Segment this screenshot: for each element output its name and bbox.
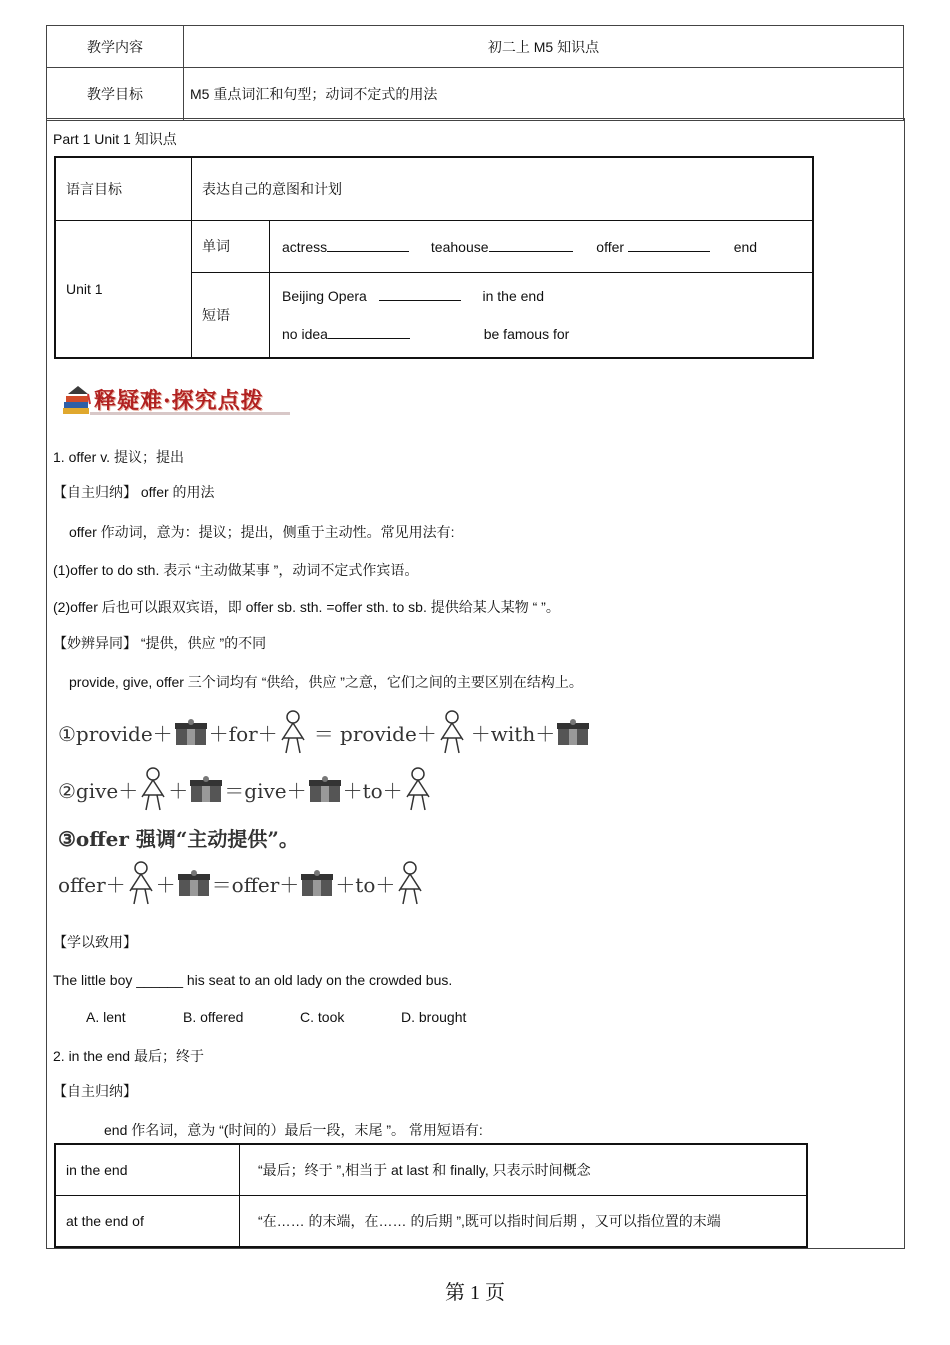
formula-text: ①provide＋ bbox=[58, 721, 173, 746]
phrase-item: Beijing Opera bbox=[282, 287, 367, 304]
gift-box-icon bbox=[299, 868, 335, 898]
formula-give bbox=[58, 766, 433, 812]
formula-text: offer＋ bbox=[58, 872, 126, 897]
section1-heading: 1. offer v. 提议；提出 bbox=[53, 449, 184, 465]
formula-text: ＋with＋ bbox=[470, 721, 556, 746]
unit-table bbox=[54, 156, 814, 359]
option-d: D. brought bbox=[401, 1009, 467, 1025]
table-row bbox=[55, 1196, 807, 1248]
section1-tag-compare: 【妙辨异同】 “提供，供应 ”的不同 bbox=[53, 635, 267, 651]
blank-line bbox=[628, 237, 710, 252]
formula-offer bbox=[58, 860, 425, 906]
person-icon bbox=[403, 767, 433, 811]
explain-banner bbox=[60, 380, 290, 420]
words-label: 单词 bbox=[192, 220, 270, 272]
gift-box-icon bbox=[555, 717, 591, 747]
meaning-cell: “在…… 的末端，在…… 的后期 ”,既可以指时间后期 ，又可以指位置的末端 bbox=[240, 1196, 808, 1248]
blank-line bbox=[379, 286, 461, 301]
gift-box-icon bbox=[188, 774, 224, 804]
blank-line bbox=[489, 237, 573, 252]
meaning-cell: “最后；终于 ”,相当于 at last 和 finally, 只表示时间概念 bbox=[240, 1144, 808, 1196]
page-number: 第 1 页 bbox=[445, 1282, 505, 1304]
phrases-label: 短语 bbox=[192, 272, 270, 358]
formula-offer-title: ③offer 强调“主动提供”。 bbox=[58, 827, 299, 851]
formula-text: ＋ bbox=[168, 778, 189, 803]
table-row bbox=[55, 1144, 807, 1196]
formula-text: ＝give＋ bbox=[224, 778, 307, 803]
word-item: teahouse bbox=[430, 239, 489, 255]
phrase-item: in the end bbox=[482, 287, 544, 304]
option-c: C. took bbox=[300, 1009, 345, 1025]
word-item: actress bbox=[282, 239, 328, 255]
section2-intro: end 作名词，意为 “(时间的）最后一段，末尾 ”。 常用短语有: bbox=[104, 1122, 483, 1138]
section1-tag-summary: 【自主归纳】 offer 的用法 bbox=[53, 484, 215, 500]
blank-line bbox=[327, 237, 409, 252]
goal-value: M5 重点词汇和句型；动词不定式的用法 bbox=[184, 68, 904, 121]
compare-intro: provide, give, offer 三个词均有 “供给，供应 ”之意，它们之间的主要区别在结构上。 bbox=[69, 674, 583, 690]
phrases-cell bbox=[270, 272, 814, 358]
goal-label: 教学目标 bbox=[47, 68, 184, 121]
practice-question: The little boy ______ his seat to an old lady on the crowded bus. bbox=[53, 972, 453, 988]
part-title: Part 1 Unit 1 知识点 bbox=[53, 131, 177, 147]
blank-line bbox=[328, 324, 410, 339]
formula-text: ＋for＋ bbox=[208, 721, 278, 746]
gift-box-icon bbox=[173, 717, 209, 747]
formula-text: ＋ bbox=[155, 872, 176, 897]
formula-text: ②give＋ bbox=[58, 778, 139, 803]
person-icon bbox=[138, 767, 168, 811]
gift-box-icon bbox=[307, 774, 343, 804]
phrase-cell: in the end bbox=[55, 1144, 240, 1196]
formula-text: ＋to＋ bbox=[342, 778, 403, 803]
end-phrase-table bbox=[54, 1143, 808, 1248]
content-label: 教学内容 bbox=[47, 26, 184, 68]
header-table bbox=[46, 25, 904, 121]
formula-provide bbox=[58, 710, 591, 754]
formula-text: ＋to＋ bbox=[335, 872, 396, 897]
formula-text: ＝ provide＋ bbox=[313, 721, 437, 746]
content-value: 初二上 M5 知识点 bbox=[184, 26, 904, 68]
section1-intro: offer 作动词，意为：提议；提出，侧重于主动性。常见用法有: bbox=[69, 524, 455, 540]
phrase-item: no idea bbox=[282, 325, 328, 342]
word-item: end bbox=[733, 239, 758, 255]
person-icon bbox=[395, 861, 425, 905]
usage-2: (2)offer 后也可以跟双宾语，即 offer sb. sth. =offer sth. to sb. 提供给某人某物 “ ”。 bbox=[53, 599, 560, 615]
language-goal-label: 语言目标 bbox=[55, 157, 192, 220]
phrase-cell: at the end of bbox=[55, 1196, 240, 1248]
language-goal-value: 表达自己的意图和计划 bbox=[192, 157, 814, 220]
option-a: A. lent bbox=[86, 1009, 126, 1025]
words-cell bbox=[270, 220, 814, 272]
option-b: B. offered bbox=[183, 1009, 244, 1025]
phrase-item: be famous for bbox=[483, 325, 570, 342]
person-icon bbox=[437, 710, 467, 754]
word-item: offer bbox=[596, 239, 625, 255]
unit-label: Unit 1 bbox=[55, 220, 192, 358]
formula-text: ＝offer＋ bbox=[211, 872, 300, 897]
person-icon bbox=[126, 861, 156, 905]
banner-text: 释疑难·探究点拨 bbox=[94, 388, 264, 414]
section2-tag-summary: 【自主归纳】 bbox=[53, 1083, 137, 1099]
person-icon bbox=[278, 710, 308, 754]
gift-box-icon bbox=[176, 868, 212, 898]
section1-tag-practice: 【学以致用】 bbox=[53, 934, 137, 950]
usage-1: (1)offer to do sth. 表示 “主动做某事 ”，动词不定式作宾语。 bbox=[53, 562, 419, 578]
section2-heading: 2. in the end 最后；终于 bbox=[53, 1048, 204, 1064]
